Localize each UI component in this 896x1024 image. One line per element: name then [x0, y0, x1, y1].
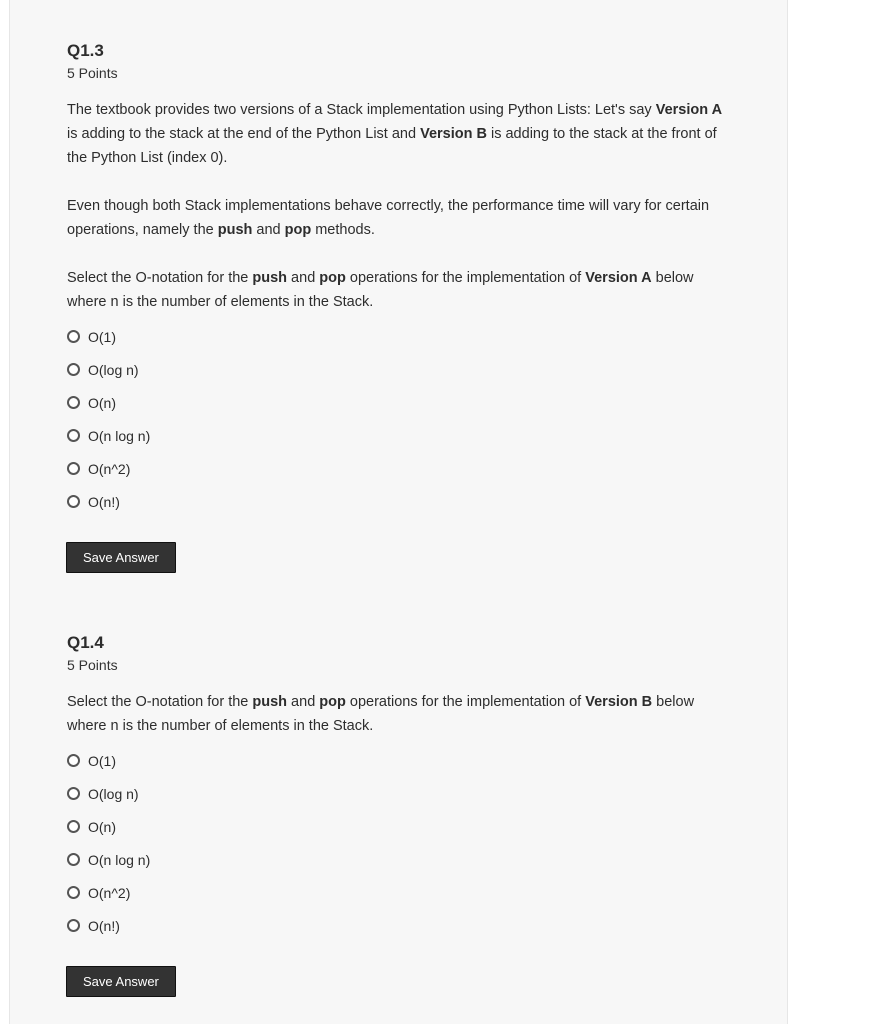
answer-options [67, 320, 727, 518]
option-label: O(1) [88, 328, 116, 345]
radio-button[interactable] [67, 396, 80, 409]
radio-button[interactable] [67, 462, 80, 475]
question-q1-4 [67, 633, 727, 942]
radio-button[interactable] [67, 919, 80, 932]
option-label: O(n) [88, 394, 116, 411]
question-points: 5 Points [67, 657, 118, 673]
question-context: Even though both Stack implementations behave correctly, the performance time will vary for certain operations, namely the push and pop methods. [67, 198, 710, 238]
option-label: O(n!) [88, 493, 120, 510]
option-label: O(log n) [88, 361, 139, 378]
option-o-n-squared[interactable] [67, 876, 727, 909]
question-description: The textbook provides two versions of a Stack implementation using Python Lists: Let's say Version A is adding to the stack at the end of the Python List and Version B is adding to the stack at the front of the Python List (index 0). [67, 102, 723, 166]
option-o-1[interactable] [67, 744, 727, 777]
option-label: O(n!) [88, 917, 120, 934]
option-o-n-log-n[interactable] [67, 843, 727, 876]
option-o-log-n[interactable] [67, 777, 727, 810]
option-label: O(1) [88, 752, 116, 769]
option-o-n[interactable] [67, 386, 727, 419]
radio-button[interactable] [67, 787, 80, 800]
answer-options [67, 744, 727, 942]
question-prompt: Select the O-notation for the push and pop operations for the implementation of Version B below where n is the number of elements in the Stack. [67, 694, 695, 734]
option-label: O(n^2) [88, 884, 131, 901]
question-points: 5 Points [67, 65, 118, 81]
question-title: Q1.3 [67, 41, 104, 60]
option-o-1[interactable] [67, 320, 727, 353]
option-label: O(log n) [88, 785, 139, 802]
question-prompt: Select the O-notation for the push and pop operations for the implementation of Version A below where n is the number of elements in the Stack. [67, 270, 694, 310]
option-o-n-factorial[interactable] [67, 909, 727, 942]
question-q1-3 [67, 41, 727, 518]
radio-button[interactable] [67, 820, 80, 833]
question-title: Q1.4 [67, 633, 104, 652]
radio-button[interactable] [67, 330, 80, 343]
radio-button[interactable] [67, 886, 80, 899]
option-o-n-factorial[interactable] [67, 485, 727, 518]
option-label: O(n) [88, 818, 116, 835]
option-label: O(n log n) [88, 427, 151, 444]
option-o-log-n[interactable] [67, 353, 727, 386]
radio-button[interactable] [67, 853, 80, 866]
radio-button[interactable] [67, 754, 80, 767]
option-o-n-log-n[interactable] [67, 419, 727, 452]
option-o-n[interactable] [67, 810, 727, 843]
radio-button[interactable] [67, 429, 80, 442]
option-label: O(n log n) [88, 851, 151, 868]
option-o-n-squared[interactable] [67, 452, 727, 485]
radio-button[interactable] [67, 495, 80, 508]
radio-button[interactable] [67, 363, 80, 376]
option-label: O(n^2) [88, 460, 131, 477]
save-answer-button[interactable]: Save Answer [66, 542, 176, 573]
assignment-panel [9, 0, 788, 1024]
save-answer-button[interactable]: Save Answer [66, 966, 176, 997]
